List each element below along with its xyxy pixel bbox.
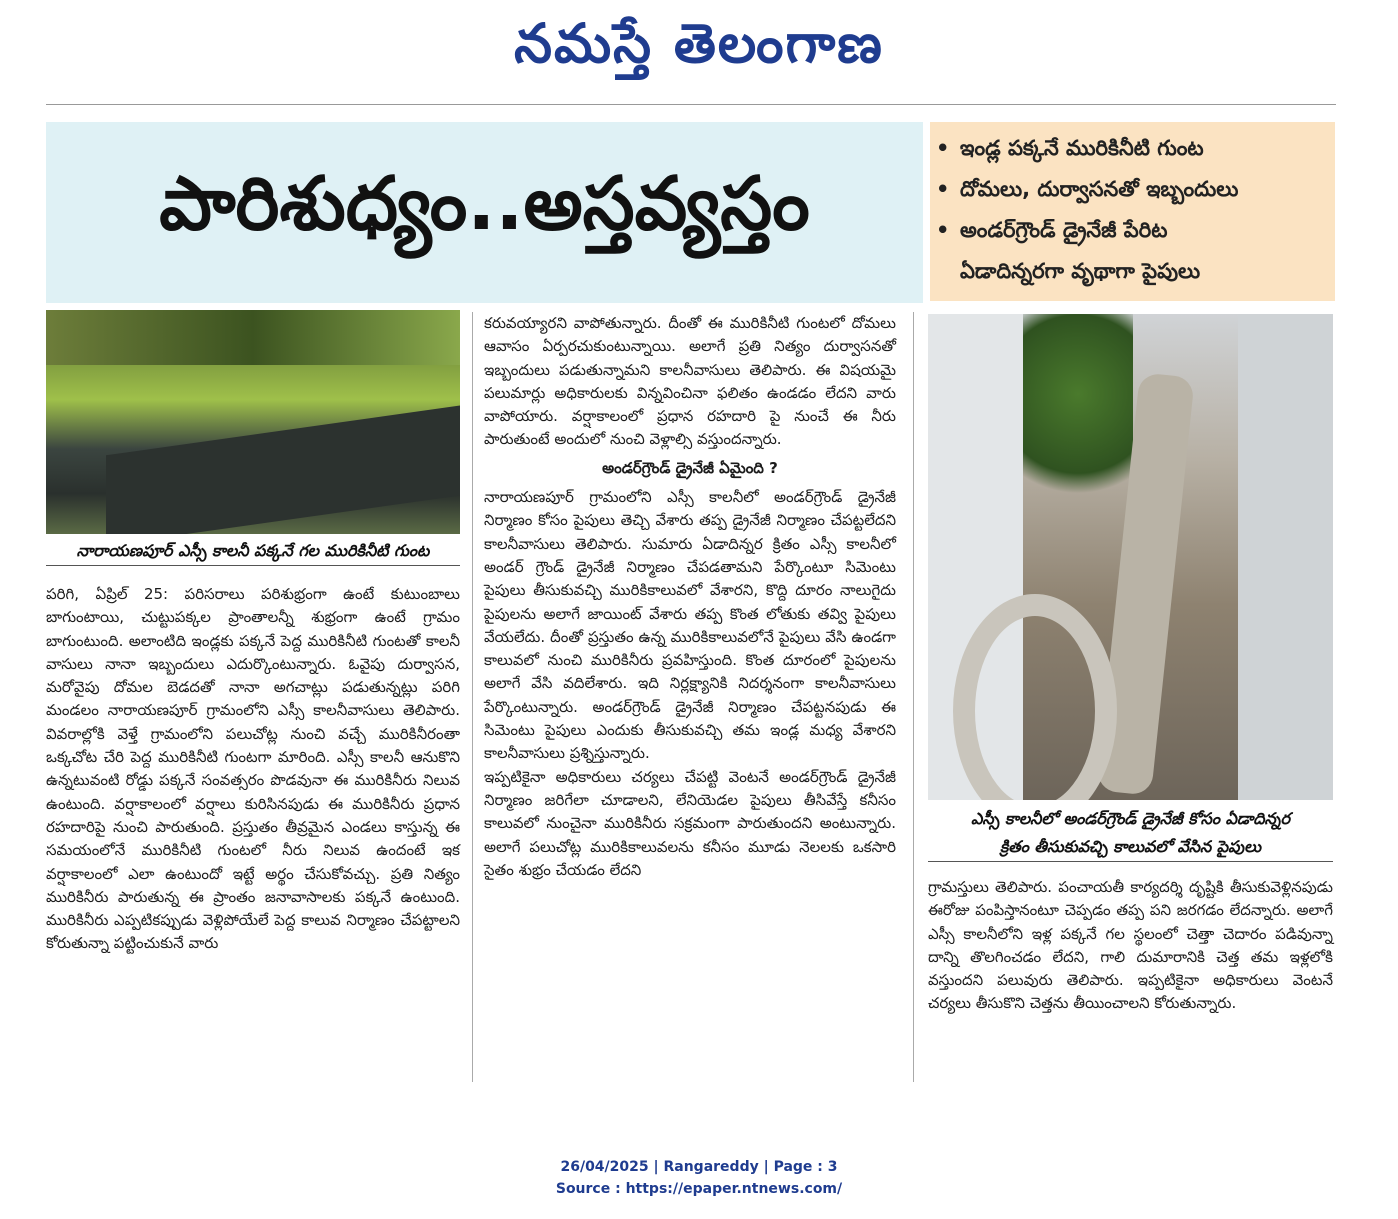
headline: పారిశుధ్యం..అస్తవ్యస్తం xyxy=(159,160,810,247)
masthead: నమస్తే తెలంగాణ xyxy=(514,11,884,75)
article-paragraph: ఇప్పటికైనా అధికారులు చర్యలు చేపట్టి వెంటనే అండర్‌గ్రౌండ్ డ్రైనేజీ నిర్మాణం జరిగేలా చూడాలని, లేనియెడల పైపులు తీసివేస్తే కనీసం కాలువలో నుంచైనా మురికినీరు సక్రమంగా పారుతుందని అంటున్నారు. అలాగే పలుచోట్ల మురికికాలువలను కనీసం మూడు నెలలకు ఒకసారి సైతం శుభ్రం చేయడం లేదని xyxy=(484,767,896,879)
article-paragraph: పరిగి, ఏప్రిల్ 25: పరిసరాలు పరిశుభ్రంగా ఉంటే కుటుంబాలు బాగుంటాయి, చుట్టుపక్కల ప్రాంతాలన్నీ శుభ్రంగా ఉంటే గ్రామం బాగుంటుంది. అలాంటిది ఇండ్లకు పక్కనే పెద్ద మురికినీటి గుంటతో కాలనీ వాసులు నానా ఇబ్బందులు ఎదుర్కొంటున్నారు. ఓవైపు దుర్వాసన, మరోవైపు దోమల బెడదతో నానా అగచాట్లు పడుతున్నట్లు పరిగి మండలం నారాయణపూర్ గ్రామంలోని ఎస్సీ కాలనీవాసులు తెలిపారు. వివరాల్లోకి వెళ్తే గ్రామంలోని పలుచోట్ల నుంచి వచ్చే మురికినీరంతా ఒక్కచోట చేరి పెద్ద మురికినీటి గుంటగా మారింది. ఎస్సీ కాలనీ ఆనుకొని ఉన్నటువంటి రోడ్డు పక్కనే సంవత్సరం పొడవునా ఈ మురికినీరు నిలువ ఉంటుంది. వర్షాకాలంలో వర్షాలు కురిసినపుడు ఈ మురికినీరు ప్రధాన రహదారిపై నుంచి పారుతుంది. ప్రస్తుతం తీవ్రమైన ఎండలు కాస్తున్న ఈ సమయంలోనే మురికినీటి గుంటలో నీరు నిలువ ఉందంటే ఇక వర్షాకాలంలో ఎలా ఉంటుందో ఇట్టే అర్థం చేసుకోవచ్చు. ప్రతి నిత్యం మురికినీరు పారుతున్న ఈ ప్రాంతం జనావాసాలకు పక్కనే ఉంటుంది. మురికినీరు ఎప్పటికప్పుడు వెళ్లిపోయేలే పెద్ద కాలువ నిర్మాణం చేపట్టాలని కోరుతున్నా పట్టించుకునే వారు xyxy=(46,585,460,953)
article-paragraph: నారాయణపూర్ గ్రామంలోని ఎస్సీ కాలనీలో అండర్‌గ్రౌండ్ డ్రైనేజీ నిర్మాణం కోసం పైపులు తెచ్చి వేశారు తప్ప డ్రైనేజీ నిర్మాణం చేపట్టలేదని కాలనీవాసులు తెలిపారు. సుమారు ఏడాదిన్నర క్రితం ఎస్సీ కాలనీలో అండర్ గ్రౌండ్ డ్రైనేజీ నిర్మాణం చేపడతామని పేర్కొంటూ సిమెంటు పైపులు తీసుకువచ్చి మురికికాలువలో వేశారని, కొద్ది దూరం నాలుగైదు పైపులను అలాగే జాయింట్ వేశారు తప్ప కొంత లోతుకు తవ్వి పైపులు వేయలేదు. దీంతో ప్రస్తుతం ఉన్న మురికికాలువలోనే పైపులు వేసి ఉండగా కాలువలో నుంచి మురికినీరు ప్రవహిస్తుంది. కొంత దూరంలో పైపులను అలాగే వేసి వదిలేశారు. ఇది నిర్లక్ష్యానికి నిదర్శనంగా కాలనీవాసులు పేర్కొంటున్నారు. అండర్‌గ్రౌండ్ డ్రైనేజీ నిర్మాణం చేపట్టనపుడు ఈ సిమెంటు పైపులు ఎందుకు తీసుకువచ్చి తమ ఇండ్ల మధ్య వేశారని కాలనీవాసులు ప్రశ్నిస్తున్నారు. xyxy=(484,488,896,763)
article-subheading: అండర్‌గ్రౌండ్ డ్రైనేజీ ఏమైంది ? xyxy=(602,458,778,477)
footer-source: Source : https://epaper.ntnews.com/ xyxy=(555,1181,843,1197)
highlights-box xyxy=(930,122,1335,301)
article-column-3 xyxy=(928,876,1333,1016)
headline-box xyxy=(46,122,923,303)
photo-sewage-pond xyxy=(46,310,460,534)
highlight-item: • ఇండ్ల పక్కనే మురికినీటి గుంట xyxy=(936,136,1204,160)
article-column-2 xyxy=(484,312,896,882)
masthead-rule xyxy=(46,104,1336,105)
photo-caption-left: నారాయణపూర్ ఎస్సీ కాలనీ పక్కనే గల మురికినీటి గుంట xyxy=(46,537,460,566)
article-paragraph: కరువయ్యారని వాపోతున్నారు. దీంతో ఈ మురికినీటి గుంటలో దోమలు ఆవాసం ఏర్పరచుకుంటున్నాయి. అలాగే ప్రతి నిత్యం దుర్వాసనతో ఇబ్బందులు పడుతున్నామని కాలనీవాసులు తెలిపారు. ఈ విషయమై పలుమార్లు అధికారులకు విన్నవించినా ఫలితం ఉండడం లేదని వారు వాపోయారు. వర్షాకాలంలో ప్రధాన రహదారి పై నుంచే ఈ నీరు పారుతుంటే అందులో నుంచి వెళ్లాల్సి వస్తుందన్నారు. xyxy=(484,314,896,449)
footer xyxy=(0,1156,1398,1200)
footer-date-edition: 26/04/2025 | Rangareddy | Page : 3 xyxy=(560,1159,838,1175)
highlight-item: • దోమలు, దుర్వాసనతో ఇబ్బందులు xyxy=(936,177,1239,201)
column-divider xyxy=(472,312,473,1082)
highlight-item: • అండర్‌గ్రౌండ్ డ్రైనేజీ పేరిట xyxy=(936,218,1168,242)
photo-drain-pipes xyxy=(928,314,1333,800)
column-divider xyxy=(913,312,914,1082)
article-paragraph: గ్రామస్తులు తెలిపారు. పంచాయతీ కార్యదర్శి దృష్టికి తీసుకువెళ్లినపుడు ఈరోజు పంపిస్తానంటూ చెప్పడం తప్ప పని జరగడం లేదన్నారు. అలాగే ఎస్సీ కాలనీలోని ఇళ్ల పక్కనే గల స్థలంలో చెత్తా చెదారం పడివున్నా దాన్ని తొలగించడం లేదని, గాలి దుమారానికి చెత్త తమ ఇళ్లలోకి వస్తుందని పలువురు తెలిపారు. ఇప్పటికైనా అధికారులు వెంటనే చర్యలు తీసుకొని చెత్తను తీయించాలని కోరుతున్నారు. xyxy=(928,878,1333,1013)
article-column-1 xyxy=(46,583,460,956)
highlight-item-continued: ఏడాదిన్నరగా వృథాగా పైపులు xyxy=(960,259,1201,283)
photo-caption-right: ఎస్సీ కాలనీలో అండర్‌గ్రౌండ్ డ్రైనేజీ కోసం ఏడాదిన్నర క్రితం తీసుకువచ్చి కాలువలో వేసిన పైపులు xyxy=(928,805,1333,862)
